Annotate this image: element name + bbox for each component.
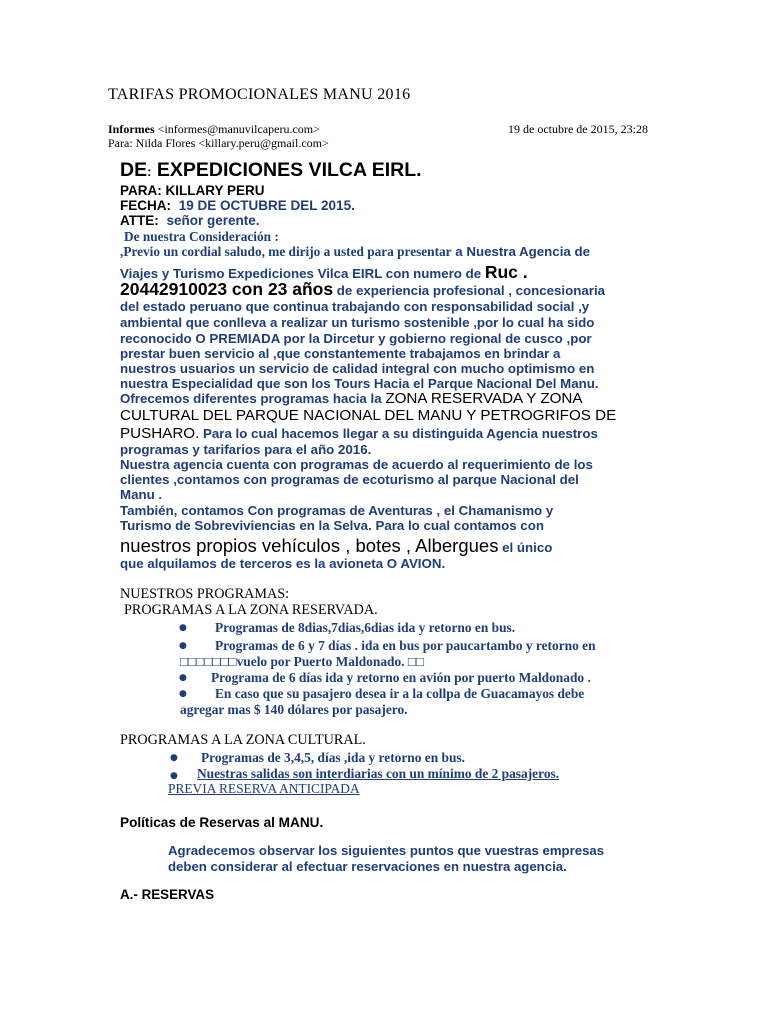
policies-heading: Políticas de Reservas al MANU. — [120, 815, 324, 830]
policies-text-1: Agradecemos observar los siguientes puntos que vuestras empresas — [168, 843, 605, 858]
email-to: Para: Nilda Flores <killary.peru@gmail.com> — [108, 136, 329, 150]
p2-line3: Manu . — [120, 487, 163, 502]
p3-line1: También, contamos Con programas de Aventuras , el Chamanismo y — [120, 503, 554, 518]
p1-line8: nuestros usuarios un servicio de calidad integral con mucho optimismo en — [120, 361, 595, 376]
bullet-icon: ● — [170, 753, 178, 763]
letter-para: PARA: KILLARY PERU — [120, 183, 265, 198]
policies-text-2: deben considerar al efectuar reservaciones en nuestra agencia. — [168, 859, 567, 874]
cultural-item-3: PREVIA RESERVA ANTICIPADA — [168, 781, 360, 796]
section-a-heading: A.- RESERVAS — [120, 887, 215, 902]
email-subject: TARIFAS PROMOCIONALES MANU 2016 — [108, 86, 411, 103]
letter-fecha — [120, 198, 355, 213]
de-value: EXPEDICIONES VILCA EIRL. — [151, 159, 422, 181]
pusharo-text: PUSHARO. — [120, 425, 200, 442]
reservada-item-3: Programa de 6 días ida y retorno en avión por puerto Maldonado . — [211, 670, 591, 685]
p1-line13: programas y tarifarios para el año 2016. — [120, 442, 372, 457]
email-from-label: Informes — [108, 122, 155, 136]
ruc-number: 20442910023 con 23 años — [120, 279, 334, 299]
p1-line2-text: Viajes y Turismo Expediciones Vilca EIRL con numero de — [120, 266, 485, 281]
vehiculos-text: nuestros propios vehículos , botes , Albergues — [120, 535, 499, 556]
bullet-icon: ● — [170, 771, 178, 781]
p3-line3 — [120, 535, 552, 557]
p1-line3 — [120, 279, 605, 300]
p1-line11: CULTURAL DEL PARQUE NACIONAL DEL MANU Y PETROGRIFOS DE — [120, 407, 617, 424]
zona-reservada-text: ZONA RESERVADA Y ZONA — [385, 390, 583, 407]
bullet-icon: ● — [179, 641, 187, 651]
p1-line10 — [120, 390, 583, 407]
bullet-icon: ● — [179, 623, 187, 633]
reservada-heading: PROGRAMAS A LA ZONA RESERVADA. — [124, 602, 378, 618]
atte-label: ATTE: — [120, 213, 159, 228]
bullet-icon: ● — [179, 689, 187, 699]
p1-line7: prestar buen servicio al ,que constantemente trabajamos en brindar a — [120, 346, 561, 361]
p1-line3-rest: de experiencia profesional , concesionaria — [333, 283, 606, 298]
cultural-item-1: Programas de 3,4,5, días ,ida y retorno en bus. — [201, 750, 465, 765]
p1-line1-sans: a Nuestra Agencia de — [451, 244, 590, 259]
cultural-item-2: Nuestras salidas son interdiarias con un mínimo de 2 pasajeros. — [197, 766, 560, 781]
email-from-address[interactable]: <informes@manuvilcaperu.com> — [157, 122, 320, 136]
de-colon: : — [147, 164, 152, 179]
letter-atte — [120, 213, 260, 228]
email-date: 19 de octubre de 2015, 23:28 — [508, 122, 648, 136]
reservada-item-4: En caso que su pasajero desea ir a la collpa de Guacamayos debe — [215, 686, 585, 701]
letter-from — [120, 159, 422, 182]
p1-line12 — [120, 425, 598, 442]
p2-line2: clientes ,contamos con programas de ecoturismo al parque Nacional del — [120, 472, 579, 487]
p1-line1 — [120, 244, 590, 260]
reservada-item-2: Programas de 6 y 7 días . ida en bus por paucartambo y retorno en — [215, 638, 596, 653]
p1-line5: ambiental que conlleva a realizar un turismo sostenible ,por lo cual ha sido — [120, 315, 595, 330]
de-label: DE — [120, 159, 148, 181]
reservada-item-1: Programas de 8dias,7dias,6dias ida y retorno en bus. — [215, 620, 516, 635]
cultural-heading: PROGRAMAS A LA ZONA CULTURAL. — [120, 732, 366, 748]
atte-value: señor gerente. — [166, 213, 260, 228]
p1-line10-text: Ofrecemos diferentes programas hacia la — [120, 391, 386, 406]
fecha-value: 19 DE OCTUBRE DEL 2015. — [178, 198, 355, 213]
ruc-label: Ruc . — [484, 262, 528, 282]
p1-line9: nuestra Especialidad que son los Tours Hacia el Parque Nacional Del Manu. — [120, 376, 599, 391]
p3-line4: que alquilamos de terceros es la avioneta O AVION. — [120, 556, 446, 571]
reservada-item-2-cont: □□□□□□□vuelo por Puerto Maldonado. □□ — [180, 654, 425, 669]
p1-line12-rest: Para lo cual hacemos llegar a su distinguida Agencia nuestros — [199, 426, 598, 441]
p3-line2: Turismo de Sobreviviencias en la Selva. Para lo cual contamos con — [120, 518, 544, 533]
p1-line6: reconocido O PREMIADA por la Dircetur y gobierno regional de cusco ,por — [120, 331, 592, 346]
fecha-label: FECHA: — [120, 198, 171, 213]
p1-line4: del estado peruano que continua trabajando con responsabilidad social ,y — [120, 299, 590, 314]
reservada-item-4-cont: agregar mas $ 140 dólares por pasajero. — [180, 702, 408, 717]
bullet-icon: ● — [179, 673, 187, 683]
programs-heading: NUESTROS PROGRAMAS: — [120, 586, 290, 602]
email-from — [108, 122, 320, 137]
p3-line3-rest: el único — [498, 540, 553, 555]
p2-line1: Nuestra agencia cuenta con programas de acuerdo al requerimiento de los — [120, 457, 593, 472]
p1-line1-serif: ,Previo un cordial saludo, me dirijo a usted para presentar — [120, 244, 452, 259]
consideracion: De nuestra Consideración : — [124, 229, 279, 244]
